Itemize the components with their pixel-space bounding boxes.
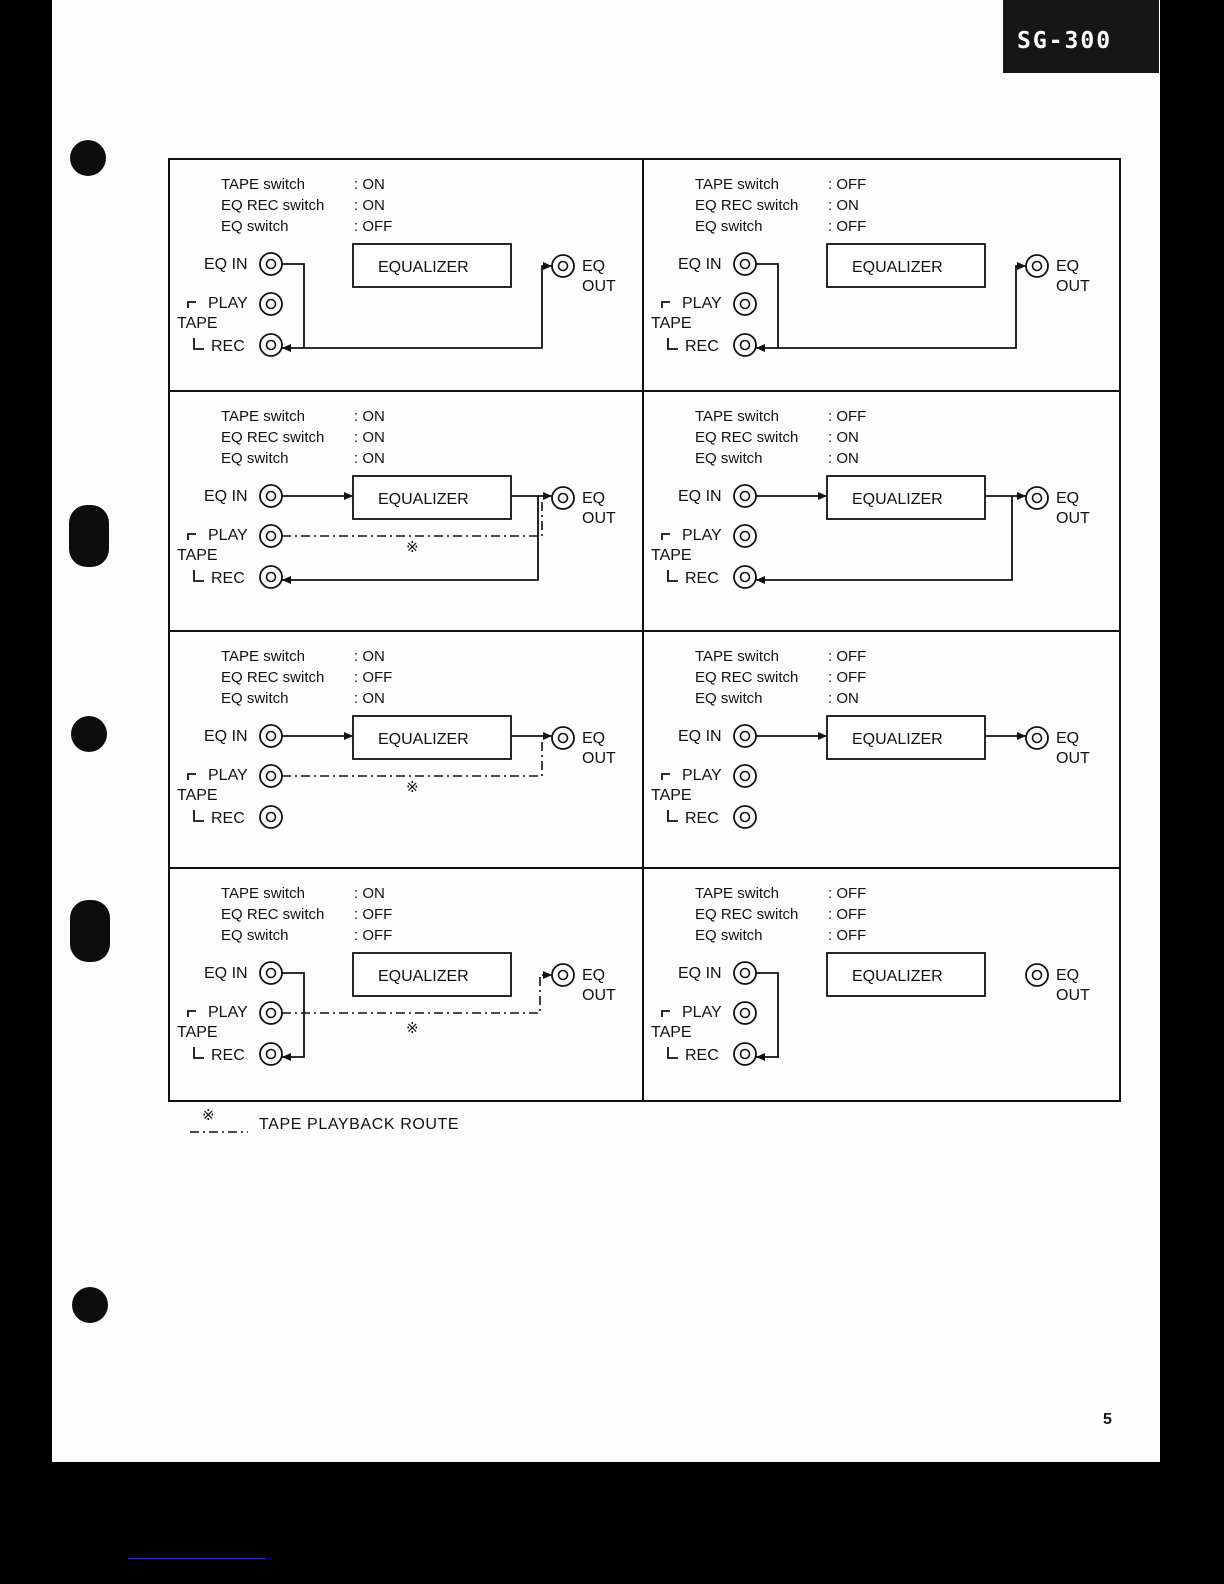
eq-in-label: EQ IN bbox=[204, 256, 248, 273]
binder-hole bbox=[72, 1287, 108, 1323]
mode-panel-6 bbox=[644, 632, 1118, 868]
tape-switch-value: : OFF bbox=[828, 176, 867, 193]
eq-in-jack bbox=[260, 485, 282, 507]
eq-in-label: EQ IN bbox=[678, 256, 722, 273]
eq-out-label: EQ bbox=[1056, 967, 1080, 984]
equalizer-label: EQUALIZER bbox=[378, 968, 469, 985]
rec-label: REC bbox=[211, 338, 245, 355]
eq-in-label: EQ IN bbox=[678, 728, 722, 745]
rec-label: REC bbox=[685, 1047, 719, 1064]
eq-switch-value: : OFF bbox=[828, 927, 867, 944]
eq-switch-label: EQ switch bbox=[695, 450, 763, 467]
mode-panel-4 bbox=[644, 392, 1118, 628]
out-label: OUT bbox=[582, 510, 616, 527]
eq-out-jack bbox=[1026, 255, 1048, 277]
eq-switch-value: : OFF bbox=[828, 218, 867, 235]
eq-switch-label: EQ switch bbox=[695, 218, 763, 235]
out-label: OUT bbox=[582, 987, 616, 1004]
tape-switch-value: : ON bbox=[354, 408, 385, 425]
eq-switch-value: : ON bbox=[828, 690, 859, 707]
eq-switch-label: EQ switch bbox=[221, 690, 289, 707]
tape-switch-label: TAPE switch bbox=[695, 885, 779, 902]
eq-rec-switch-value: : OFF bbox=[354, 669, 393, 686]
eq-out-label: EQ bbox=[1056, 258, 1080, 275]
tape-switch-value: : ON bbox=[354, 176, 385, 193]
rec-jack bbox=[734, 334, 756, 356]
tape-switch-label: TAPE switch bbox=[221, 408, 305, 425]
legend-mark: ※ bbox=[202, 1107, 215, 1124]
tape-switch-value: : ON bbox=[354, 885, 385, 902]
tape-switch-label: TAPE switch bbox=[221, 176, 305, 193]
eq-rec-switch-label: EQ REC switch bbox=[695, 429, 799, 446]
equalizer-label: EQUALIZER bbox=[852, 968, 943, 985]
eq-rec-switch-value: : OFF bbox=[828, 669, 867, 686]
out-label: OUT bbox=[582, 750, 616, 767]
eq-in-label: EQ IN bbox=[678, 488, 722, 505]
eq-switch-value: : OFF bbox=[354, 927, 393, 944]
eq-out-jack bbox=[552, 255, 574, 277]
equalizer-block bbox=[353, 716, 511, 759]
rec-jack bbox=[734, 1043, 756, 1065]
eq-out-jack bbox=[552, 964, 574, 986]
note-mark: ※ bbox=[406, 539, 419, 556]
binder-hole bbox=[69, 505, 109, 567]
equalizer-label: EQUALIZER bbox=[852, 731, 943, 748]
eq-out-jack bbox=[552, 487, 574, 509]
play-jack bbox=[734, 293, 756, 315]
equalizer-block bbox=[353, 244, 511, 287]
play-label: PLAY bbox=[682, 1004, 722, 1021]
out-label: OUT bbox=[1056, 278, 1090, 295]
tape-switch-label: TAPE switch bbox=[695, 408, 779, 425]
equalizer-label: EQUALIZER bbox=[852, 259, 943, 276]
eq-switch-label: EQ switch bbox=[221, 927, 289, 944]
model-number: SG-300 bbox=[1017, 28, 1113, 54]
eq-rec-switch-value: : OFF bbox=[828, 906, 867, 923]
tape-switch-label: TAPE switch bbox=[221, 648, 305, 665]
play-label: PLAY bbox=[682, 767, 722, 784]
binder-hole bbox=[70, 900, 110, 962]
equalizer-block bbox=[827, 716, 985, 759]
eq-switch-value: : OFF bbox=[354, 218, 393, 235]
note-mark: ※ bbox=[406, 779, 419, 796]
binder-hole bbox=[70, 140, 106, 176]
eq-out-label: EQ bbox=[1056, 730, 1080, 747]
eq-rec-switch-label: EQ REC switch bbox=[695, 197, 799, 214]
eq-out-jack bbox=[1026, 964, 1048, 986]
eq-in-label: EQ IN bbox=[204, 728, 248, 745]
equalizer-block bbox=[353, 953, 511, 996]
eq-in-label: EQ IN bbox=[204, 965, 248, 982]
rec-label: REC bbox=[685, 338, 719, 355]
equalizer-label: EQUALIZER bbox=[378, 491, 469, 508]
eq-out-label: EQ bbox=[582, 258, 606, 275]
eq-out-label: EQ bbox=[582, 967, 606, 984]
out-label: OUT bbox=[1056, 987, 1090, 1004]
equalizer-block bbox=[353, 476, 511, 519]
rec-label: REC bbox=[685, 810, 719, 827]
play-jack bbox=[734, 1002, 756, 1024]
rec-jack bbox=[260, 806, 282, 828]
play-jack bbox=[734, 765, 756, 787]
eq-switch-value: : ON bbox=[354, 450, 385, 467]
eq-out-label: EQ bbox=[1056, 490, 1080, 507]
rec-label: REC bbox=[211, 570, 245, 587]
eq-out-jack bbox=[552, 727, 574, 749]
mode-panel-1 bbox=[170, 160, 644, 396]
eq-rec-switch-value: : ON bbox=[354, 197, 385, 214]
eq-rec-switch-label: EQ REC switch bbox=[695, 669, 799, 686]
eq-in-jack bbox=[734, 962, 756, 984]
equalizer-label: EQUALIZER bbox=[852, 491, 943, 508]
eq-in-jack bbox=[260, 725, 282, 747]
tape-label: TAPE bbox=[177, 787, 218, 804]
eq-in-jack bbox=[734, 725, 756, 747]
eq-out-label: EQ bbox=[582, 490, 606, 507]
play-label: PLAY bbox=[208, 295, 248, 312]
rec-label: REC bbox=[211, 1047, 245, 1064]
tape-switch-value: : ON bbox=[354, 648, 385, 665]
model-tab bbox=[1003, 0, 1159, 73]
play-jack bbox=[260, 1002, 282, 1024]
rec-label: REC bbox=[685, 570, 719, 587]
eq-switch-label: EQ switch bbox=[221, 450, 289, 467]
rec-jack bbox=[260, 334, 282, 356]
play-label: PLAY bbox=[682, 295, 722, 312]
equalizer-block bbox=[827, 953, 985, 996]
play-label: PLAY bbox=[208, 527, 248, 544]
equalizer-block bbox=[827, 244, 985, 287]
rec-jack bbox=[260, 566, 282, 588]
tape-switch-label: TAPE switch bbox=[695, 648, 779, 665]
play-jack bbox=[260, 765, 282, 787]
rec-jack bbox=[734, 566, 756, 588]
mode-panel-7 bbox=[170, 869, 644, 1105]
eq-switch-value: : ON bbox=[354, 690, 385, 707]
eq-in-jack bbox=[260, 253, 282, 275]
play-jack bbox=[734, 525, 756, 547]
rec-jack bbox=[260, 1043, 282, 1065]
tape-label: TAPE bbox=[177, 315, 218, 332]
legend-line-sample bbox=[188, 1106, 258, 1142]
mode-panel-3 bbox=[170, 392, 644, 628]
tape-label: TAPE bbox=[651, 315, 692, 332]
mode-panel-5 bbox=[170, 632, 644, 868]
eq-switch-label: EQ switch bbox=[695, 927, 763, 944]
play-label: PLAY bbox=[208, 767, 248, 784]
rec-jack bbox=[734, 806, 756, 828]
note-mark: ※ bbox=[406, 1020, 419, 1037]
eq-in-label: EQ IN bbox=[678, 965, 722, 982]
eq-rec-switch-value: : OFF bbox=[354, 906, 393, 923]
out-label: OUT bbox=[1056, 510, 1090, 527]
eq-in-label: EQ IN bbox=[204, 488, 248, 505]
eq-in-jack bbox=[734, 485, 756, 507]
binder-hole bbox=[71, 716, 107, 752]
equalizer-label: EQUALIZER bbox=[378, 731, 469, 748]
play-label: PLAY bbox=[208, 1004, 248, 1021]
eq-switch-value: : ON bbox=[828, 450, 859, 467]
eq-in-jack bbox=[260, 962, 282, 984]
play-jack bbox=[260, 293, 282, 315]
mode-panel-8 bbox=[644, 869, 1118, 1105]
tape-switch-value: : OFF bbox=[828, 408, 867, 425]
page-number: 5 bbox=[1103, 1411, 1112, 1428]
eq-rec-switch-label: EQ REC switch bbox=[221, 197, 325, 214]
eq-rec-switch-label: EQ REC switch bbox=[221, 669, 325, 686]
eq-in-jack bbox=[734, 253, 756, 275]
scan-artifact bbox=[128, 1558, 266, 1559]
equalizer-block bbox=[827, 476, 985, 519]
tape-label: TAPE bbox=[651, 1024, 692, 1041]
tape-switch-value: : OFF bbox=[828, 648, 867, 665]
eq-rec-switch-value: : ON bbox=[828, 197, 859, 214]
play-jack bbox=[260, 525, 282, 547]
out-label: OUT bbox=[582, 278, 616, 295]
legend bbox=[188, 1106, 508, 1142]
out-label: OUT bbox=[1056, 750, 1090, 767]
rec-label: REC bbox=[211, 810, 245, 827]
eq-rec-switch-label: EQ REC switch bbox=[221, 906, 325, 923]
tape-label: TAPE bbox=[651, 787, 692, 804]
tape-switch-value: : OFF bbox=[828, 885, 867, 902]
eq-rec-switch-label: EQ REC switch bbox=[695, 906, 799, 923]
tape-switch-label: TAPE switch bbox=[221, 885, 305, 902]
eq-switch-label: EQ switch bbox=[695, 690, 763, 707]
eq-out-jack bbox=[1026, 727, 1048, 749]
tape-label: TAPE bbox=[651, 547, 692, 564]
eq-rec-switch-label: EQ REC switch bbox=[221, 429, 325, 446]
legend-text: TAPE PLAYBACK ROUTE bbox=[259, 1116, 460, 1133]
equalizer-label: EQUALIZER bbox=[378, 259, 469, 276]
tape-label: TAPE bbox=[177, 1024, 218, 1041]
mode-panel-2 bbox=[644, 160, 1118, 396]
tape-switch-label: TAPE switch bbox=[695, 176, 779, 193]
eq-switch-label: EQ switch bbox=[221, 218, 289, 235]
play-label: PLAY bbox=[682, 527, 722, 544]
eq-out-label: EQ bbox=[582, 730, 606, 747]
tape-label: TAPE bbox=[177, 547, 218, 564]
eq-out-jack bbox=[1026, 487, 1048, 509]
eq-rec-switch-value: : ON bbox=[828, 429, 859, 446]
eq-rec-switch-value: : ON bbox=[354, 429, 385, 446]
